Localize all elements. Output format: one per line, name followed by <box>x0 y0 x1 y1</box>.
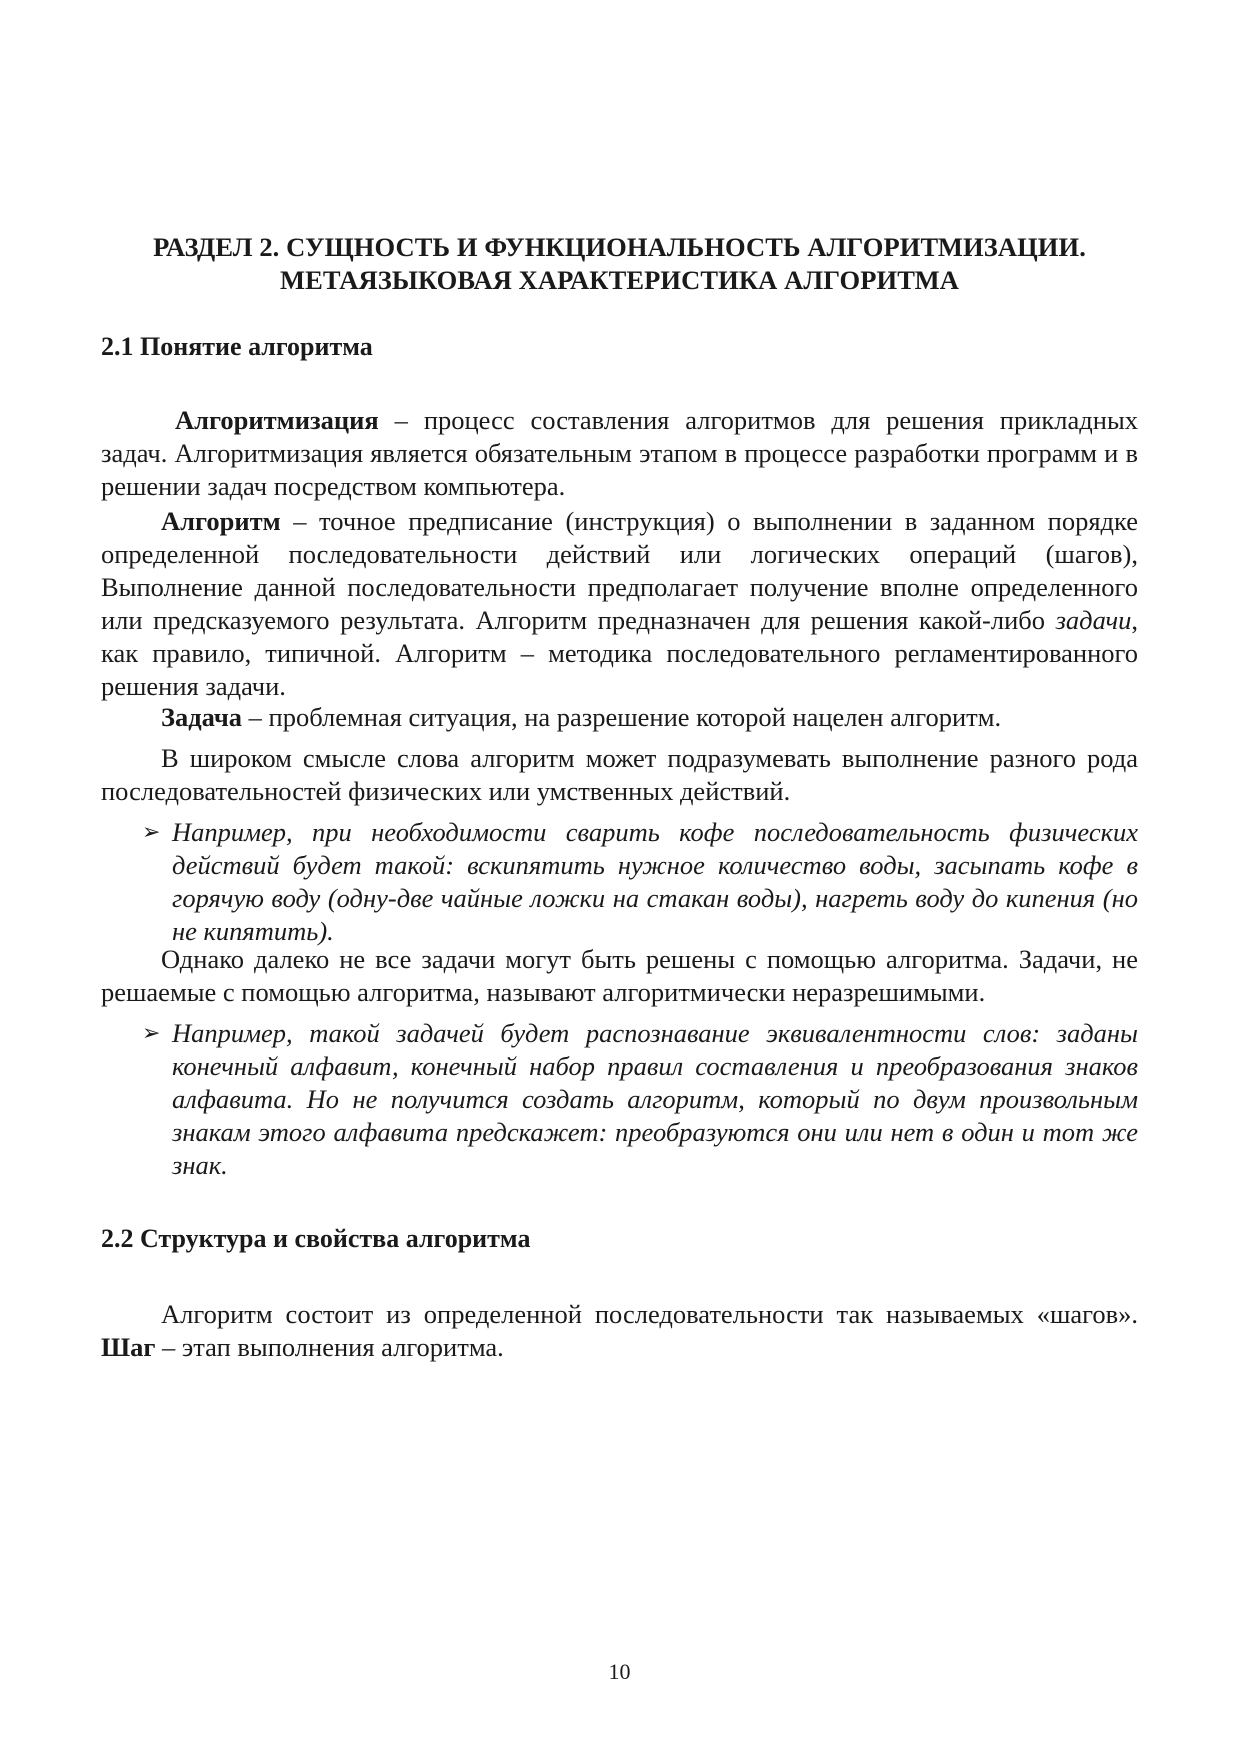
section-title <box>101 231 1138 297</box>
term-algorithm: Алгоритм <box>161 506 281 536</box>
section-title-line-2: МЕТАЯЗЫКОВАЯ ХАРАКТЕРИСТИКА АЛГОРИТМА <box>279 265 960 295</box>
bullet-text: Например, такой задачей будет распознавание эквивалентности слов: заданы конечный алфавит, конечный набор правил составления и преобразования знаков алфавита. Но не получится создать алгоритм, который по двум произвольным знакам этого алфавита предскажет: преобразуются они или нет в один и тот же знак. <box>172 1018 1138 1180</box>
paragraph-text: – процесс составления алгоритмов для решения прикладных задач. Алгоритмизация является обязательным этапом в процессе разработки программ и в решении задач посредством компьютера. <box>101 405 1138 501</box>
section-title-line-1: РАЗДЕЛ 2. СУЩНОСТЬ И ФУНКЦИОНАЛЬНОСТЬ АЛГОРИТМИЗАЦИИ. <box>153 232 1086 262</box>
subsection-title-2-2: 2.2 Структура и свойства алгоритма <box>101 1224 531 1253</box>
paragraph-text: – точное предписание (инструкция) о выполнении в заданном порядке определенной последовательности действий или логических операций (шагов), Выполнение данной последовательности предполагает получение вполне определенного или предсказуемого результата. Алгоритм предназначен для решения какой-либо <box>101 506 1138 635</box>
document-page <box>101 0 1138 1755</box>
arrow-bullet-icon: ➢ <box>142 820 161 845</box>
paragraph-text: Алгоритм состоит из определенной последовательности так называемых «шагов». <box>161 1299 1138 1329</box>
paragraph-step <box>101 1298 1138 1364</box>
subsection-title-2-1: 2.1 Понятие алгоритма <box>101 332 373 361</box>
term-algorithmization: Алгоритмизация <box>175 405 379 435</box>
paragraph-text: – этап выполнения алгоритма. <box>155 1332 504 1362</box>
paragraph-text: , как правило, типичной. Алгоритм – методика последовательного регламентированного решения задачи. <box>101 605 1138 701</box>
paragraph-unsolvable: Однако далеко не все задачи могут быть решены с помощью алгоритма. Задачи, не решаемые с помощью алгоритма, называют алгоритмически неразрешимыми. <box>101 944 1138 1007</box>
paragraph-text: – проблемная ситуация, на разрешение которой нацелен алгоритм. <box>242 702 1002 732</box>
paragraph-algorithm <box>101 505 1138 703</box>
bullet-example-coffee <box>142 816 1138 948</box>
arrow-bullet-icon: ➢ <box>142 1021 161 1046</box>
paragraph-broad-sense: В широком смысле слова алгоритм может подразумевать выполнение разного рода последовательностей физических или умственных действий. <box>101 743 1138 806</box>
term-task: Задача <box>161 702 243 732</box>
bullet-text: Например, при необходимости сварить кофе последовательность физических действий будет такой: вскипятить нужное количество воды, засыпать кофе в горячую воду (одну-две чайные ложки на стакан воды), нагреть воду до кипения (но не кипятить). <box>172 817 1138 946</box>
paragraph-task <box>101 701 1138 734</box>
page-number: 10 <box>608 1659 631 1684</box>
italic-word-task: задачи <box>1055 605 1132 635</box>
term-step: Шаг <box>101 1332 156 1362</box>
bullet-example-equivalence <box>142 1017 1138 1182</box>
paragraph-algorithmization <box>101 404 1138 503</box>
